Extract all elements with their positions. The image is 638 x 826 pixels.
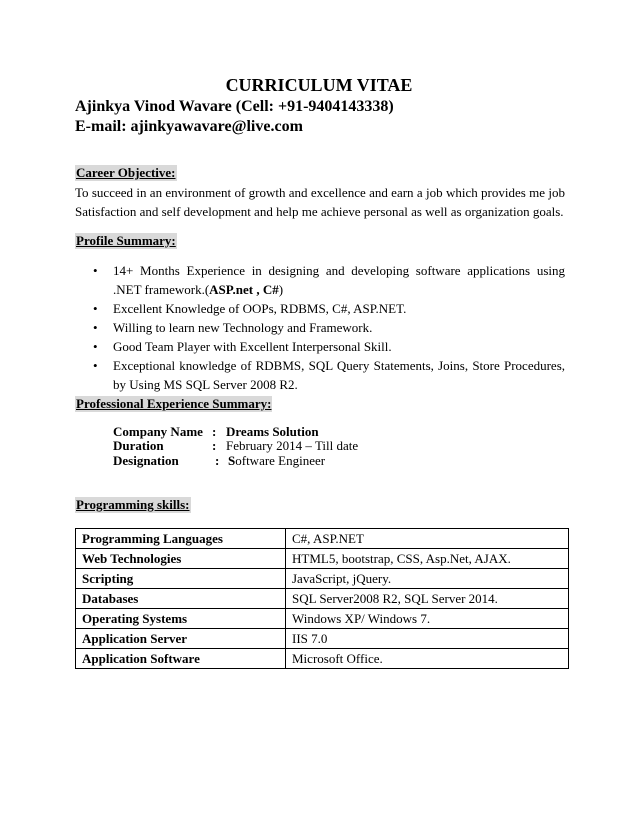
duration-colon: :	[212, 438, 217, 453]
list-item	[75, 299, 565, 318]
bullet-icon: •	[93, 320, 98, 335]
career-objective-heading: Career Objective:	[76, 165, 176, 180]
table-row	[76, 649, 569, 669]
table-row	[76, 549, 569, 569]
list-item	[75, 261, 565, 299]
company-colon: :	[212, 424, 217, 439]
candidate-email: E-mail: ajinkyawavare@live.com	[75, 118, 303, 135]
skill-value: HTML5, bootstrap, CSS, Asp.Net, AJAX.	[286, 549, 569, 569]
list-item-bold-text: ASP.net , C#	[209, 282, 279, 297]
designation-value-rest: oftware Engineer	[235, 453, 326, 468]
bullet-icon: •	[93, 339, 98, 354]
bullet-icon: •	[93, 358, 98, 373]
skill-value: Windows XP/ Windows 7.	[286, 609, 569, 629]
skill-value: IIS 7.0	[286, 629, 569, 649]
experience-heading: Professional Experience Summary:	[76, 396, 272, 411]
company-label: Company Name	[113, 424, 203, 439]
profile-summary-heading: Profile Summary:	[76, 233, 176, 248]
skill-category: Operating Systems	[76, 609, 286, 629]
list-item-text: Good Team Player with Excellent Interpersonal Skill.	[113, 339, 392, 354]
list-item-text: Excellent Knowledge of OOPs, RDBMS, C#, ASP.NET.	[113, 301, 407, 316]
candidate-name-phone: Ajinkya Vinod Wavare (Cell: +91-9404143338)	[75, 98, 394, 115]
table-row	[76, 629, 569, 649]
programming-skills-heading: Programming skills:	[76, 497, 190, 512]
designation-value-initial: S	[228, 453, 236, 468]
skill-category: Programming Languages	[76, 529, 286, 549]
duration-value: February 2014 – Till date	[226, 438, 359, 453]
skills-table	[75, 528, 569, 669]
duration-label: Duration	[113, 438, 164, 453]
list-item-text: Exceptional knowledge of RDBMS, SQL Query Statements, Joins, Store Procedures, by Using MS SQL Server 2008 R2.	[113, 358, 565, 392]
career-objective-text: To succeed in an environment of growth and excellence and earn a job which provides me job Satisfaction and self development and help me achieve personal as well as organization goals.	[75, 185, 565, 219]
skill-value: Microsoft Office.	[286, 649, 569, 669]
designation-value	[228, 453, 325, 469]
company-value: Dreams Solution	[226, 424, 319, 439]
skill-category: Web Technologies	[76, 549, 286, 569]
table-row	[76, 529, 569, 549]
designation-label: Designation	[113, 453, 179, 468]
list-item-text: 14+ Months Experience in designing and developing software applications using .NET framework.(	[113, 263, 565, 297]
skill-value: SQL Server2008 R2, SQL Server 2014.	[286, 589, 569, 609]
profile-summary-list	[75, 261, 565, 394]
list-item	[75, 356, 565, 394]
skill-category: Application Software	[76, 649, 286, 669]
bullet-icon: •	[93, 301, 98, 316]
skill-value: JavaScript, jQuery.	[286, 569, 569, 589]
designation-colon: :	[215, 453, 220, 468]
table-row	[76, 589, 569, 609]
skill-category: Application Server	[76, 629, 286, 649]
list-item	[75, 318, 565, 337]
list-item-text: Willing to learn new Technology and Framework.	[113, 320, 373, 335]
list-item-text-end: )	[278, 282, 284, 297]
document-title: CURRICULUM VITAE	[225, 75, 413, 95]
list-item	[75, 337, 565, 356]
skill-value: C#, ASP.NET	[286, 529, 569, 549]
skill-category: Scripting	[76, 569, 286, 589]
table-row	[76, 569, 569, 589]
table-row	[76, 609, 569, 629]
bullet-icon: •	[93, 263, 98, 278]
skill-category: Databases	[76, 589, 286, 609]
